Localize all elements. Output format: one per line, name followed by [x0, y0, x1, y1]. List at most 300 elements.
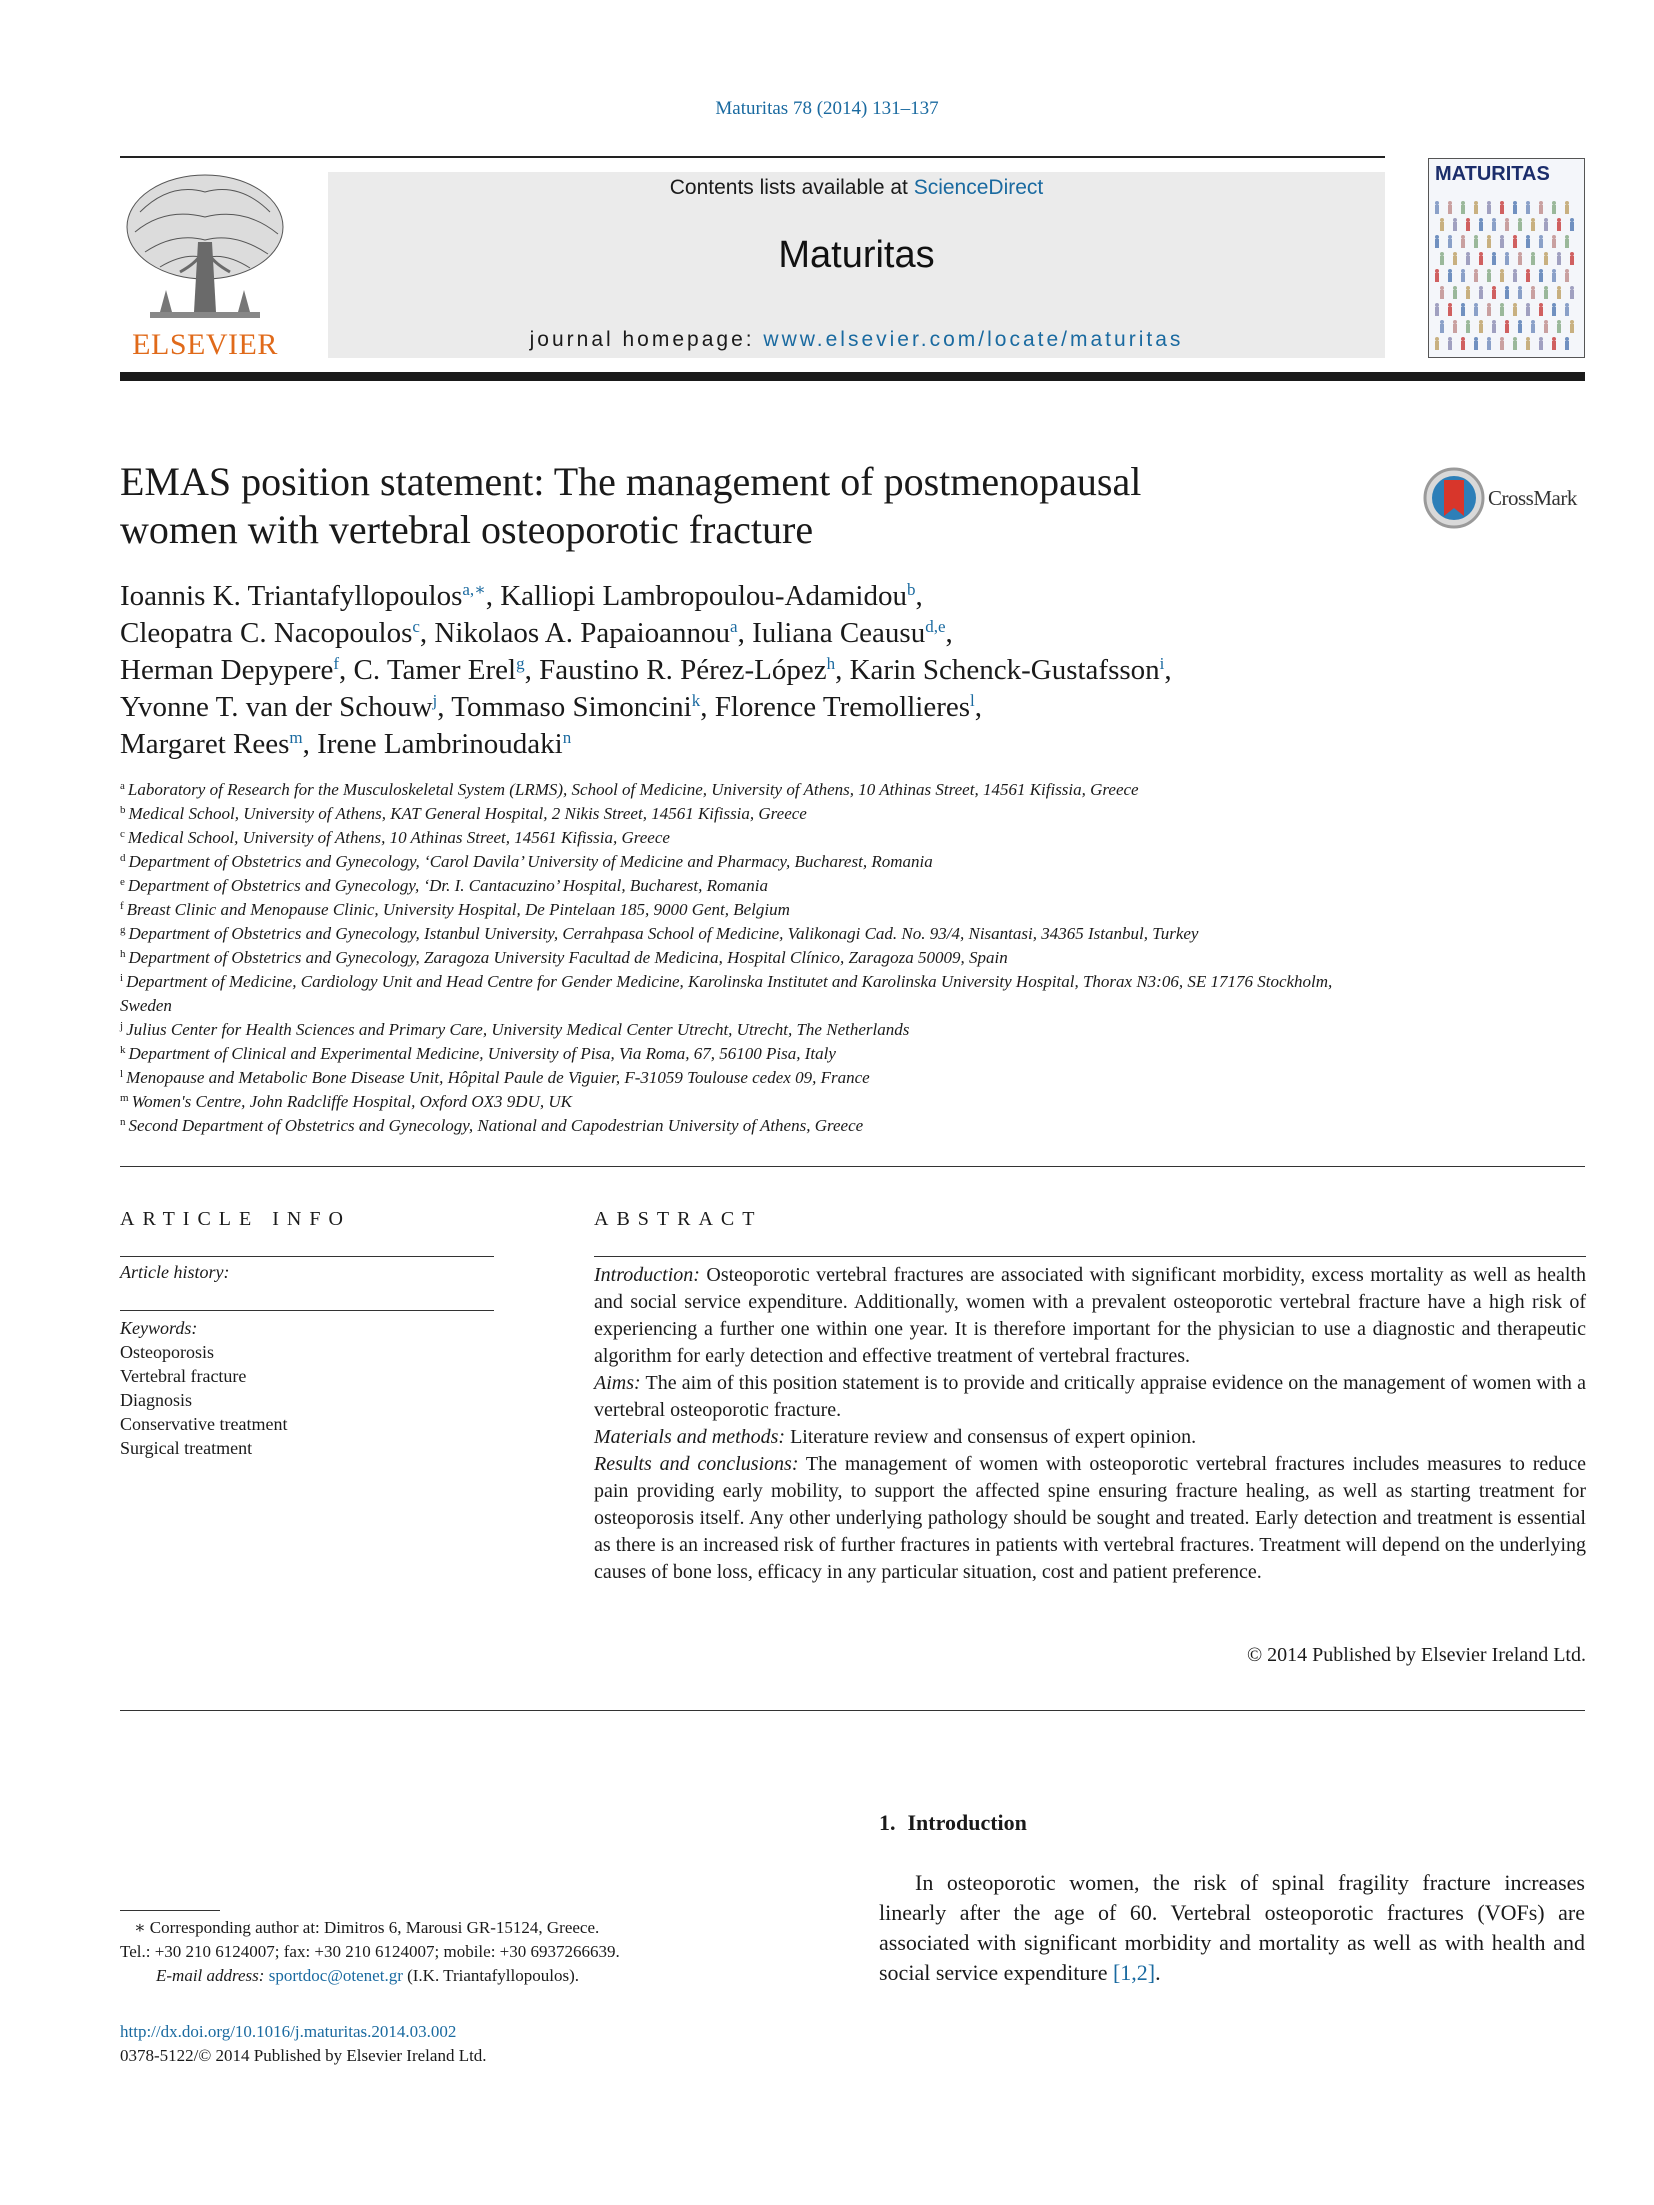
article-title-line1: EMAS position statement: The management of postmenopausal: [120, 459, 1142, 504]
cover-figure-body: [1518, 222, 1522, 231]
cover-figure-body: [1565, 205, 1569, 214]
cover-figure-head: [1518, 286, 1522, 290]
cover-figure-body: [1487, 239, 1491, 248]
author-affiliation-sup[interactable]: m: [289, 728, 303, 747]
abstract-section-label: Materials and methods:: [594, 1426, 786, 1448]
author-affiliation-sup[interactable]: b: [906, 580, 916, 599]
corresponding-footnote: [120, 1916, 820, 1988]
author-affiliation-sup[interactable]: g: [516, 654, 525, 673]
cover-figure-body: [1474, 205, 1478, 214]
cover-figure-body: [1557, 222, 1561, 231]
citation-link[interactable]: [1,2]: [1112, 1960, 1156, 1985]
email-link[interactable]: sportdoc@otenet.gr: [268, 1966, 403, 1985]
author-name: Florence Tremollieres: [714, 691, 971, 723]
cover-figure-body: [1557, 256, 1561, 265]
cover-figure-body: [1479, 324, 1483, 333]
cover-figure-head: [1565, 201, 1569, 205]
email-suffix: (I.K. Triantafyllopoulos).: [402, 1966, 579, 1985]
cover-figure-head: [1526, 337, 1530, 341]
cover-figure-body: [1435, 205, 1439, 214]
cover-figure-head: [1461, 201, 1465, 205]
cover-figure-head: [1440, 320, 1444, 324]
cover-figure-head: [1500, 201, 1504, 205]
cover-figure-head: [1461, 235, 1465, 239]
cover-figure-head: [1552, 303, 1556, 307]
cover-figure-body: [1448, 205, 1452, 214]
cover-figure-body: [1565, 341, 1569, 350]
cover-figure-body: [1544, 222, 1548, 231]
cover-figure-body: [1500, 205, 1504, 214]
abstract-section: [594, 1424, 1586, 1451]
cover-figure-body: [1531, 290, 1535, 299]
abstract-section-label: Results and conclusions:: [594, 1453, 799, 1475]
cover-figure-head: [1539, 235, 1543, 239]
abstract-section-text: The aim of this position statement is to provide and critically appraise evidence on the management of women with a vertebral osteoporotic fracture.: [594, 1372, 1586, 1421]
cover-figure-body: [1513, 273, 1517, 282]
cover-figure-head: [1479, 286, 1483, 290]
affiliation-item: [120, 1018, 1420, 1042]
sciencedirect-link[interactable]: ScienceDirect: [913, 176, 1044, 199]
cover-figure-head: [1531, 320, 1535, 324]
cover-figure-body: [1500, 239, 1504, 248]
abstract-heading: ABSTRACT: [594, 1208, 763, 1230]
cover-figure-body: [1552, 205, 1556, 214]
cover-figure-body: [1474, 307, 1478, 316]
cover-figure-body: [1474, 239, 1478, 248]
cover-title: MATURITAS: [1435, 163, 1550, 185]
section-rule: [120, 1710, 1585, 1711]
author-list: [120, 578, 1420, 763]
cover-figure-body: [1492, 256, 1496, 265]
cover-figure-head: [1466, 252, 1470, 256]
journal-name: Maturitas: [778, 234, 935, 276]
cover-figure-head: [1526, 201, 1530, 205]
abstract-copyright: © 2014 Published by Elsevier Ireland Ltd.: [1246, 1644, 1586, 1666]
cover-figure-head: [1565, 337, 1569, 341]
cover-figure-head: [1448, 303, 1452, 307]
cover-figure-head: [1513, 201, 1517, 205]
cover-figure-body: [1453, 324, 1457, 333]
cover-figure-head: [1474, 235, 1478, 239]
cover-figure-body: [1570, 222, 1574, 231]
cover-figure-head: [1466, 218, 1470, 222]
cover-figure-body: [1440, 290, 1444, 299]
affiliation-key: i: [120, 972, 124, 984]
intro-paragraph: [879, 1868, 1585, 1988]
keyword-item: Osteoporosis: [120, 1342, 214, 1362]
cover-figure-head: [1448, 337, 1452, 341]
cover-figure-body: [1526, 239, 1530, 248]
intro-number: 1.: [879, 1810, 896, 1835]
cover-figure-body: [1544, 256, 1548, 265]
cover-figure-body: [1466, 324, 1470, 333]
cover-figure-head: [1440, 218, 1444, 222]
cover-figure-head: [1552, 269, 1556, 273]
cover-figure-head: [1539, 337, 1543, 341]
cover-figure-head: [1474, 201, 1478, 205]
cover-figure-body: [1531, 324, 1535, 333]
cover-figure-body: [1526, 341, 1530, 350]
article-info-heading: ARTICLE INFO: [120, 1208, 351, 1230]
abstract-rule: [594, 1256, 1586, 1257]
cover-figure-body: [1474, 341, 1478, 350]
intro-heading: [879, 1810, 1027, 1836]
cover-figure-body: [1492, 324, 1496, 333]
cover-figure-head: [1513, 235, 1517, 239]
author-affiliation-sup[interactable]: n: [562, 728, 572, 747]
cover-figure-body: [1557, 290, 1561, 299]
cover-figure-head: [1505, 286, 1509, 290]
cover-figure-head: [1453, 218, 1457, 222]
cover-figure-head: [1500, 303, 1504, 307]
author-name: Kalliopi Lambropoulou-Adamidou: [500, 580, 907, 612]
cover-figure-body: [1448, 341, 1452, 350]
cover-figure-head: [1531, 286, 1535, 290]
elsevier-logo: [120, 172, 290, 360]
abstract-body: [594, 1262, 1586, 1586]
cover-figure-head: [1487, 201, 1491, 205]
cover-figure-head: [1479, 218, 1483, 222]
footnote-line1: ∗ Corresponding author at: Dimitros 6, Marousi GR-15124, Greece.: [134, 1918, 600, 1937]
affiliation-key: h: [120, 948, 126, 960]
crossmark-badge[interactable]: [1422, 466, 1592, 530]
contents-prefix: Contents lists available at: [669, 176, 914, 199]
cover-figure-head: [1513, 269, 1517, 273]
cover-figure-head: [1518, 252, 1522, 256]
cover-figure-body: [1492, 290, 1496, 299]
crossmark-label: CrossMark: [1488, 486, 1577, 510]
doi-link[interactable]: http://dx.doi.org/10.1016/j.maturitas.2014.03.002: [120, 2022, 457, 2041]
cover-figure-head: [1435, 337, 1439, 341]
cover-figure-head: [1474, 269, 1478, 273]
cover-figure-head: [1557, 320, 1561, 324]
abstract-section: [594, 1451, 1586, 1586]
author-affiliation-sup[interactable]: k: [691, 691, 701, 710]
author-affiliation-sup[interactable]: a,∗: [462, 580, 486, 599]
cover-figure-body: [1448, 239, 1452, 248]
cover-figure-body: [1531, 256, 1535, 265]
cover-figure-head: [1526, 269, 1530, 273]
publisher-wordmark: ELSEVIER: [132, 328, 278, 361]
affiliation-text: Medical School, University of Athens, 10 Athinas Street, 14561 Kifissia, Greece: [127, 828, 670, 847]
cover-figure-head: [1466, 286, 1470, 290]
cover-figure-body: [1479, 222, 1483, 231]
cover-figure-head: [1487, 303, 1491, 307]
keyword-item: Surgical treatment: [120, 1438, 253, 1458]
article-title-line2: women with vertebral osteoporotic fracture: [120, 507, 814, 552]
affiliation-key: f: [120, 900, 124, 912]
cover-figure-body: [1435, 273, 1439, 282]
cover-figure-body: [1505, 256, 1509, 265]
cover-figure-head: [1492, 320, 1496, 324]
cover-figure-body: [1526, 273, 1530, 282]
affiliation-item: [120, 826, 1420, 850]
cover-figure-body: [1453, 290, 1457, 299]
affiliation-item: [120, 802, 1420, 826]
affiliation-item: [120, 874, 1420, 898]
cover-figure-head: [1570, 252, 1574, 256]
cover-figure-head: [1448, 235, 1452, 239]
journal-reference[interactable]: Maturitas 78 (2014) 131–137: [715, 98, 939, 119]
header-rule: [120, 156, 1385, 158]
affiliation-text: Julius Center for Health Sciences and Primary Care, University Medical Center Utrecht, Utrecht, The Netherlands: [126, 1020, 910, 1039]
affiliation-item: [120, 1066, 1420, 1090]
footnote-rule: [120, 1910, 220, 1911]
affiliation-key: j: [120, 1020, 124, 1032]
cover-figure-body: [1552, 307, 1556, 316]
journal-banner: [328, 172, 1385, 358]
cover-figure-head: [1518, 320, 1522, 324]
abstract-section-text: Literature review and consensus of expert opinion.: [785, 1426, 1197, 1448]
cover-figure-body: [1487, 273, 1491, 282]
cover-figure-head: [1453, 252, 1457, 256]
author-separator: ,: [737, 617, 753, 649]
cover-figure-head: [1479, 320, 1483, 324]
cover-figure-head: [1487, 269, 1491, 273]
affiliation-key: e: [120, 876, 125, 888]
cover-figure-head: [1518, 218, 1522, 222]
affiliation-item: [120, 778, 1420, 802]
cover-figure-head: [1474, 337, 1478, 341]
cover-figure-body: [1435, 341, 1439, 350]
author-separator: ,: [945, 617, 953, 649]
section-rule: [120, 1166, 1585, 1167]
affiliation-key: k: [120, 1044, 126, 1056]
cover-figure-body: [1435, 307, 1439, 316]
author-name: Faustino R. Pérez-López: [539, 654, 827, 686]
affiliation-item: [120, 1114, 1420, 1138]
cover-figure-head: [1474, 303, 1478, 307]
author-affiliation-sup[interactable]: l: [970, 691, 975, 710]
cover-figure-body: [1440, 324, 1444, 333]
affiliation-text: Department of Clinical and Experimental Medicine, University of Pisa, Via Roma, 67, 56100 Pisa, Italy: [128, 1044, 836, 1063]
cover-figure-head: [1505, 252, 1509, 256]
author-separator: ,: [915, 580, 923, 612]
author-name: Iuliana Ceausu: [752, 617, 926, 649]
affiliation-item: [120, 850, 1420, 874]
author-name: Herman Depypere: [120, 654, 334, 686]
cover-figure-head: [1539, 269, 1543, 273]
article-history-label: Article history:: [120, 1262, 230, 1282]
cover-figure-head: [1544, 252, 1548, 256]
affiliation-text: Laboratory of Research for the Musculoskeletal System (LRMS), School of Medicine, University of Athens, 10 Athinas Street, 14561 Kifissia, Greece: [127, 780, 1139, 799]
abstract-section-label: Introduction:: [594, 1264, 700, 1286]
author-affiliation-sup[interactable]: f: [333, 654, 340, 673]
author-affiliation-sup[interactable]: a: [730, 617, 738, 636]
affiliation-item: [120, 1090, 1420, 1114]
affiliation-text: Second Department of Obstetrics and Gynecology, National and Capodestrian University of Athens, Greece: [128, 1116, 864, 1135]
cover-figure-body: [1513, 341, 1517, 350]
elsevier-tree-icon: [120, 172, 290, 324]
affiliation-text: Department of Obstetrics and Gynecology, Zaragoza University Facultad de Medicina, Hospital Clínico, Zaragoza 50009, Spain: [128, 948, 1008, 967]
contents-line: [328, 176, 1385, 200]
cover-figure-body: [1461, 307, 1465, 316]
cover-figure-body: [1539, 307, 1543, 316]
cover-figure-head: [1539, 303, 1543, 307]
affiliation-text: Department of Obstetrics and Gynecology, Istanbul University, Cerrahpasa School of Medicine, Valikonagi Cad. No. 93/4, Nisantasi, 34365 Istanbul, Turkey: [128, 924, 1199, 943]
author-affiliation-sup[interactable]: c: [412, 617, 420, 636]
cover-figure-head: [1461, 303, 1465, 307]
cover-figure-body: [1440, 222, 1444, 231]
cover-figure-head: [1448, 269, 1452, 273]
cover-figure-body: [1518, 290, 1522, 299]
cover-figure-body: [1487, 307, 1491, 316]
cover-figure-body: [1479, 256, 1483, 265]
affiliation-key: n: [120, 1116, 126, 1128]
cover-figure-head: [1552, 201, 1556, 205]
keyword-item: Vertebral fracture: [120, 1366, 247, 1386]
affiliation-key: d: [120, 852, 126, 864]
cover-figure-head: [1500, 269, 1504, 273]
cover-figure-body: [1518, 256, 1522, 265]
cover-figure-body: [1435, 239, 1439, 248]
cover-figure-head: [1526, 235, 1530, 239]
author-separator: ,: [302, 728, 318, 760]
cover-figure-head: [1440, 286, 1444, 290]
cover-figure-head: [1570, 218, 1574, 222]
cover-figure-body: [1539, 273, 1543, 282]
cover-figure-head: [1544, 286, 1548, 290]
cover-figure-head: [1539, 201, 1543, 205]
footnote-line2: Tel.: +30 210 6124007; fax: +30 210 6124007; mobile: +30 6937266639.: [120, 1942, 620, 1961]
cover-figure-body: [1539, 239, 1543, 248]
author-affiliation-sup[interactable]: j: [432, 691, 438, 710]
info-rule: [120, 1256, 494, 1257]
cover-figure-body: [1505, 290, 1509, 299]
article-title: [120, 458, 1270, 554]
cover-figure-body: [1453, 256, 1457, 265]
cover-figure-head: [1466, 320, 1470, 324]
cover-figure-body: [1492, 222, 1496, 231]
cover-figure-body: [1448, 307, 1452, 316]
cover-figure-head: [1487, 235, 1491, 239]
cover-figure-body: [1513, 307, 1517, 316]
cover-figure-head: [1492, 218, 1496, 222]
affiliation-text: Women's Centre, John Radcliffe Hospital, Oxford OX3 9DU, UK: [131, 1092, 572, 1111]
cover-figure-body: [1570, 324, 1574, 333]
intro-end: .: [1155, 1960, 1161, 1985]
cover-figure-body: [1453, 222, 1457, 231]
homepage-line: [328, 328, 1385, 352]
cover-figure-head: [1565, 269, 1569, 273]
author-affiliation-sup[interactable]: h: [826, 654, 836, 673]
cover-figure-head: [1435, 303, 1439, 307]
keyword-item: Diagnosis: [120, 1390, 192, 1410]
author-separator: ,: [524, 654, 540, 686]
cover-figure-body: [1500, 341, 1504, 350]
affiliation-text: Menopause and Metabolic Bone Disease Unit, Hôpital Paule de Viguier, F-31059 Toulouse cedex 09, France: [126, 1068, 870, 1087]
author-separator: ,: [437, 691, 452, 723]
cover-figure-head: [1453, 320, 1457, 324]
author-name: Karin Schenck-Gustafsson: [849, 654, 1160, 686]
intro-body: In osteoporotic women, the risk of spinal fragility fracture increases linearly after the age of 60. Vertebral osteoporotic fractures (VOFs) are associated with significant morbidity and mortality as well as with health and social service expenditure: [879, 1870, 1585, 1985]
affiliation-item: [120, 946, 1420, 970]
cover-figure-head: [1500, 337, 1504, 341]
cover-figure-body: [1505, 222, 1509, 231]
keywords-label: Keywords:: [120, 1318, 198, 1338]
cover-figure-head: [1544, 218, 1548, 222]
author-name: Yvonne T. van der Schouw: [120, 691, 433, 723]
cover-figure-body: [1544, 290, 1548, 299]
cover-figure-head: [1479, 252, 1483, 256]
cover-figure-body: [1552, 273, 1556, 282]
abstract-section-text: The management of women with osteoporotic vertebral fractures includes measures to reduce pain providing early mobility, to support the affected spine ensuring fracture healing, as well as starting treatment for osteoporosis itself. Any other underlying pathology should be sought and treated. Early detection and treatment is essential as there is an increased risk of further fractures in patients with vertebral fractures. Treatment will depend on the underlying causes of bone loss, efficacy in any particular situation, cost and patient preference.: [594, 1453, 1586, 1583]
abstract-section: [594, 1262, 1586, 1370]
cover-figure-body: [1466, 256, 1470, 265]
intro-title: Introduction: [907, 1810, 1027, 1835]
cover-figure-body: [1448, 273, 1452, 282]
cover-figure-body: [1518, 324, 1522, 333]
cover-figure-head: [1453, 286, 1457, 290]
cover-figure-body: [1505, 324, 1509, 333]
cover-figure-head: [1487, 337, 1491, 341]
doi-block: [120, 2020, 487, 2068]
cover-figure-head: [1492, 286, 1496, 290]
cover-figure-body: [1440, 256, 1444, 265]
cover-figure-head: [1435, 235, 1439, 239]
cover-figure-body: [1500, 273, 1504, 282]
affiliation-key: g: [120, 924, 126, 936]
cover-figure-body: [1570, 290, 1574, 299]
cover-figure-head: [1500, 235, 1504, 239]
cover-figure-head: [1531, 218, 1535, 222]
cover-figures-icon: [1429, 159, 1584, 357]
cover-figure-head: [1557, 286, 1561, 290]
cover-figure-head: [1505, 218, 1509, 222]
cover-figure-head: [1526, 303, 1530, 307]
cover-figure-head: [1557, 252, 1561, 256]
cover-figure-head: [1552, 337, 1556, 341]
footnote-email-line: [120, 1964, 820, 1988]
cover-figure-head: [1461, 269, 1465, 273]
author-affiliation-sup[interactable]: d,e: [925, 617, 946, 636]
cover-figure-body: [1479, 290, 1483, 299]
keywords-list: [120, 1340, 287, 1460]
affiliation-item: [120, 922, 1420, 946]
journal-cover: [1428, 158, 1585, 358]
abstract-section: [594, 1370, 1586, 1424]
cover-figure-head: [1440, 252, 1444, 256]
header-thick-rule: [120, 372, 1585, 381]
cover-figure-body: [1544, 324, 1548, 333]
cover-figure-body: [1557, 324, 1561, 333]
author-affiliation-sup[interactable]: i: [1159, 654, 1165, 673]
keywords-block: [120, 1316, 287, 1460]
author-separator: ,: [835, 654, 850, 686]
cover-figure-head: [1461, 337, 1465, 341]
cover-figure-body: [1526, 307, 1530, 316]
author-name: Ioannis K. Triantafyllopoulos: [120, 580, 463, 612]
cover-figure-head: [1435, 269, 1439, 273]
cover-figure-body: [1552, 239, 1556, 248]
author-name: C. Tamer Erel: [353, 654, 517, 686]
author-name: Cleopatra C. Nacopoulos: [120, 617, 413, 649]
cover-figure-head: [1570, 320, 1574, 324]
cover-figure-body: [1487, 205, 1491, 214]
cover-figure-head: [1552, 235, 1556, 239]
affiliation-text: Breast Clinic and Menopause Clinic, University Hospital, De Pintelaan 185, 9000 Gent, Belgium: [126, 900, 790, 919]
homepage-link[interactable]: www.elsevier.com/locate/maturitas: [763, 328, 1184, 351]
cover-figure-head: [1435, 201, 1439, 205]
cover-figure-body: [1552, 341, 1556, 350]
cover-figure-body: [1461, 205, 1465, 214]
keyword-item: Conservative treatment: [120, 1414, 288, 1434]
cover-figure-body: [1474, 273, 1478, 282]
cover-figure-head: [1557, 218, 1561, 222]
cover-figure-body: [1487, 341, 1491, 350]
author-separator: ,: [339, 654, 354, 686]
affiliation-text: Medical School, University of Athens, KAT General Hospital, 2 Nikis Street, 14561 Kifissia, Greece: [128, 804, 807, 823]
